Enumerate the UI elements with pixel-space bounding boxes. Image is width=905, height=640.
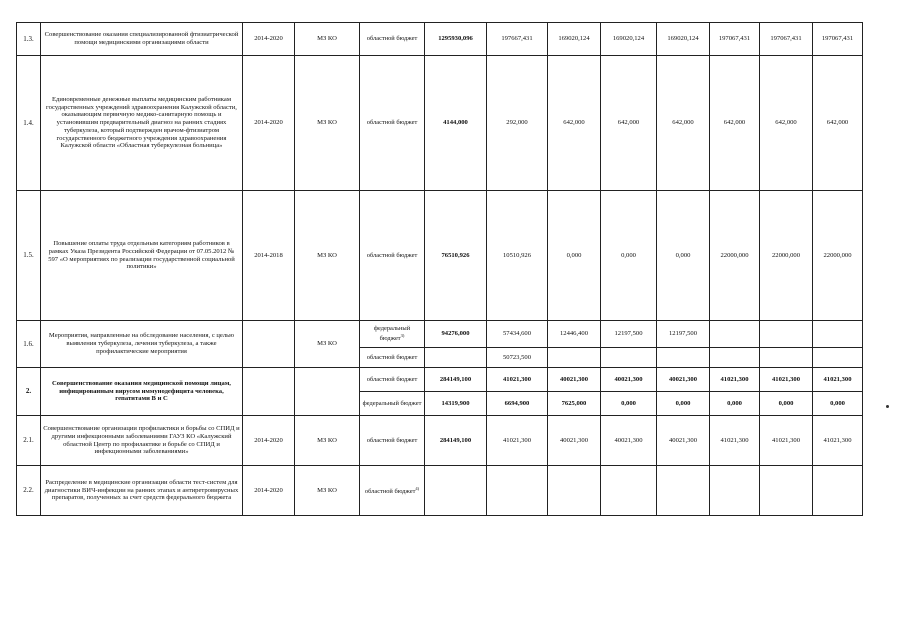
- year-cell: 40021,300: [657, 368, 710, 392]
- year-cell: 0,000: [548, 191, 601, 321]
- year-cell: 0,000: [813, 392, 863, 416]
- row-number: 1.6.: [17, 321, 41, 368]
- year-cell: 41021,300: [710, 368, 760, 392]
- period-cell: 2014-2020: [243, 466, 295, 516]
- source-cell: [360, 321, 425, 348]
- year-cell: 0,000: [601, 191, 657, 321]
- year-cell: [487, 466, 548, 516]
- year-cell: [813, 466, 863, 516]
- year-cell: [657, 466, 710, 516]
- measure-description: Единовременные денежные выплаты медицинским работникам государственных учреждений здравоохранения Калужской области, оказывающим первичную медико-санитарную помощь и установившим предварительный диагноз на ранних стадиях туберкулеза, который подтвержден врачом-фтизиатром государственного бюджетного учреждения здравоохранения Калужской области «Областная туберкулезная больница»: [41, 56, 243, 191]
- total-cell: 76510,926: [425, 191, 487, 321]
- year-cell: 642,000: [710, 56, 760, 191]
- year-cell: 642,000: [548, 56, 601, 191]
- period-cell: [243, 321, 295, 368]
- year-cell: 50723,500: [487, 348, 548, 368]
- year-cell: 642,000: [657, 56, 710, 191]
- executor-cell: МЗ КО: [295, 321, 360, 368]
- row-number: 1.4.: [17, 56, 41, 191]
- year-cell: [710, 466, 760, 516]
- year-cell: [657, 348, 710, 368]
- executor-cell: МЗ КО: [295, 56, 360, 191]
- year-cell: 41021,300: [813, 368, 863, 392]
- table-row: [17, 368, 863, 392]
- period-cell: 2014-2020: [243, 416, 295, 466]
- measure-description: Совершенствование организации профилактики и борьбы со СПИД и другими инфекционными заболеваниями ГАУЗ КО «Калужский областной Центр по профилактике и борьбе со СПИД и инфекционными заболеваниями»: [41, 416, 243, 466]
- year-cell: 7625,000: [548, 392, 601, 416]
- year-cell: 0,000: [657, 191, 710, 321]
- row-number: 1.5.: [17, 191, 41, 321]
- measure-description: Распределение в медицинские организации области тест-систем для диагностики ВИЧ-инфекции на ранних этапах и антиретровирусных препаратов, полученных за счет средств федерального бюджета: [41, 466, 243, 516]
- year-cell: [710, 321, 760, 348]
- row-number: 1.3.: [17, 23, 41, 56]
- year-cell: 41021,300: [710, 416, 760, 466]
- year-cell: [710, 348, 760, 368]
- year-cell: 40021,300: [548, 368, 601, 392]
- year-cell: 22000,000: [760, 191, 813, 321]
- year-cell: 0,000: [601, 392, 657, 416]
- period-cell: 2014-2020: [243, 23, 295, 56]
- year-cell: 10510,926: [487, 191, 548, 321]
- year-cell: [760, 466, 813, 516]
- year-cell: 169020,124: [548, 23, 601, 56]
- source-cell: областной бюджет: [360, 348, 425, 368]
- year-cell: 40021,300: [601, 416, 657, 466]
- period-cell: 2014-2020: [243, 56, 295, 191]
- executor-cell: МЗ КО: [295, 23, 360, 56]
- year-cell: 12446,400: [548, 321, 601, 348]
- total-cell: 14319,900: [425, 392, 487, 416]
- table-row: [17, 56, 863, 191]
- year-cell: [760, 321, 813, 348]
- source-cell: областной бюджет: [360, 416, 425, 466]
- executor-cell: МЗ КО: [295, 191, 360, 321]
- measure-description: Мероприятия, направленные на обследование населения, с целью выявления туберкулеза, лечения туберкулеза, а также профилактические мероприятия: [41, 321, 243, 368]
- budget-table: [16, 22, 863, 516]
- year-cell: 169020,124: [657, 23, 710, 56]
- year-cell: 292,000: [487, 56, 548, 191]
- year-cell: 12197,500: [657, 321, 710, 348]
- measure-description: Повышение оплаты труда отдельным категориям работников в рамках Указа Президента Российской Федерации от 07.05.2012 № 597 «О мероприятиях по реализации государственной социальной политики»: [41, 191, 243, 321]
- year-cell: 41021,300: [760, 368, 813, 392]
- year-cell: 41021,300: [487, 416, 548, 466]
- total-cell: 4144,000: [425, 56, 487, 191]
- year-cell: 642,000: [601, 56, 657, 191]
- period-cell: [243, 368, 295, 416]
- year-cell: 0,000: [710, 392, 760, 416]
- period-cell: 2014-2018: [243, 191, 295, 321]
- table-row: [17, 23, 863, 56]
- year-cell: [813, 321, 863, 348]
- year-cell: [548, 466, 601, 516]
- source-label: областной бюджет: [364, 487, 416, 495]
- table-row: [17, 191, 863, 321]
- total-cell: 94276,000: [425, 321, 487, 348]
- source-cell: [360, 466, 425, 516]
- year-cell: 40021,300: [601, 368, 657, 392]
- year-cell: 197067,431: [813, 23, 863, 56]
- total-cell: [425, 348, 487, 368]
- total-cell: 284149,100: [425, 416, 487, 466]
- year-cell: [813, 348, 863, 368]
- footnote-mark: 3): [400, 332, 405, 338]
- year-cell: 642,000: [760, 56, 813, 191]
- year-cell: 22000,000: [710, 191, 760, 321]
- year-cell: 642,000: [813, 56, 863, 191]
- source-label: федеральный бюджет: [373, 325, 411, 343]
- source-cell: областной бюджет: [360, 56, 425, 191]
- year-cell: 40021,300: [548, 416, 601, 466]
- year-cell: 41021,300: [487, 368, 548, 392]
- executor-cell: МЗ КО: [295, 466, 360, 516]
- year-cell: [601, 348, 657, 368]
- year-cell: 197067,431: [760, 23, 813, 56]
- year-cell: 40021,300: [657, 416, 710, 466]
- executor-cell: МЗ КО: [295, 416, 360, 466]
- row-number: 2.2.: [17, 466, 41, 516]
- year-cell: 0,000: [760, 392, 813, 416]
- row-number: 2.: [17, 368, 41, 416]
- source-cell: федеральный бюджет: [360, 392, 425, 416]
- year-cell: [548, 348, 601, 368]
- table-row: [17, 416, 863, 466]
- source-cell: областной бюджет: [360, 368, 425, 392]
- year-cell: 57434,600: [487, 321, 548, 348]
- source-cell: областной бюджет: [360, 191, 425, 321]
- table-row: [17, 466, 863, 516]
- year-cell: 0,000: [657, 392, 710, 416]
- year-cell: 169020,124: [601, 23, 657, 56]
- year-cell: 12197,500: [601, 321, 657, 348]
- total-cell: 284149,100: [425, 368, 487, 392]
- total-cell: [425, 466, 487, 516]
- total-cell: 1295930,096: [425, 23, 487, 56]
- section-description: Совершенствование оказания медицинской помощи лицам, инфицированным вирусом иммунодефицита человека, гепатитами В и С: [41, 368, 243, 416]
- scan-speck: [886, 405, 889, 408]
- footnote-mark: 4): [415, 485, 420, 491]
- year-cell: 41021,300: [760, 416, 813, 466]
- year-cell: [601, 466, 657, 516]
- year-cell: 6694,900: [487, 392, 548, 416]
- table-row: [17, 321, 863, 348]
- measure-description: Совершенствование оказания специализированной фтизиатрической помощи медицинскими организациями области: [41, 23, 243, 56]
- year-cell: 197067,431: [710, 23, 760, 56]
- year-cell: 41021,300: [813, 416, 863, 466]
- row-number: 2.1.: [17, 416, 41, 466]
- year-cell: [760, 348, 813, 368]
- year-cell: 197667,431: [487, 23, 548, 56]
- source-cell: областной бюджет: [360, 23, 425, 56]
- executor-cell: [295, 368, 360, 416]
- year-cell: 22000,000: [813, 191, 863, 321]
